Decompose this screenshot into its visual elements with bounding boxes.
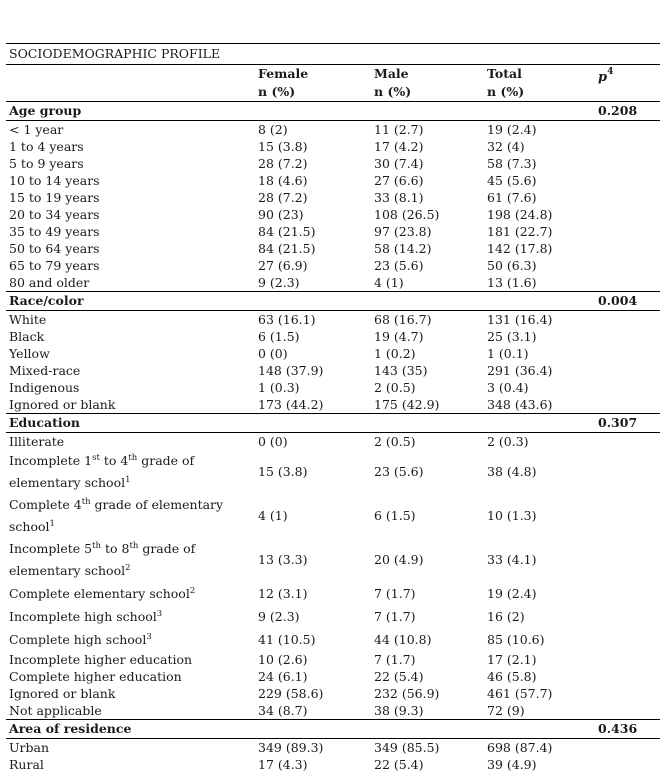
table-row: [6, 605, 660, 628]
male-value: 38 (9.3): [374, 703, 424, 718]
row-label: Complete elementary school$^2$: [9, 585, 196, 601]
female-value: 41 (10.5): [258, 632, 316, 647]
female-value: 8 (2): [258, 122, 288, 137]
section-area-of-residence: [6, 720, 660, 738]
male-value: 11 (2.7): [374, 122, 424, 137]
row-label: White: [9, 312, 47, 327]
table-row: [6, 155, 660, 172]
table-row: [6, 739, 660, 756]
table-row: [6, 138, 660, 155]
female-value: 1 (0.3): [258, 380, 300, 395]
total-value: 2 (0.3): [487, 434, 529, 449]
female-value: 13 (3.3): [258, 552, 308, 567]
row-label: 15 to 19 years: [9, 190, 100, 205]
female-value: 173 (44.2): [258, 397, 324, 412]
total-value: 1 (0.1): [487, 346, 529, 361]
male-value: 2 (0.5): [374, 380, 416, 395]
male-value: 97 (23.8): [374, 224, 432, 239]
table-row: [6, 756, 660, 773]
table-row: [6, 311, 660, 328]
row-label: 35 to 49 years: [9, 224, 100, 239]
col-male-unit: n (%): [374, 84, 412, 99]
table-row: [6, 702, 660, 719]
row-label: Ignored or blank: [9, 686, 116, 701]
female-value: 9 (2.3): [258, 609, 300, 624]
male-value: 7 (1.7): [374, 609, 416, 624]
section-race-color: [6, 292, 660, 310]
total-value: 19 (2.4): [487, 586, 537, 601]
section-age-group: [6, 102, 660, 120]
education-rows: [6, 433, 660, 719]
table-title: SOCIODEMOGRAPHIC PROFILE: [9, 46, 221, 61]
total-value: 39 (4.9): [487, 757, 537, 772]
age-group-rows: [6, 121, 660, 291]
female-value: 12 (3.1): [258, 586, 308, 601]
row-label: Not applicable: [9, 703, 102, 718]
table-row: [6, 172, 660, 189]
male-value: 4 (1): [374, 275, 404, 290]
table-row: [6, 274, 660, 291]
female-value: 6 (1.5): [258, 329, 300, 344]
female-value: 15 (3.8): [258, 464, 308, 479]
col-female-unit: n (%): [258, 84, 296, 99]
female-value: 229 (58.6): [258, 686, 324, 701]
male-value: 17 (4.2): [374, 139, 424, 154]
female-value: 0 (0): [258, 346, 288, 361]
male-value: 27 (6.6): [374, 173, 424, 188]
table-row: [6, 494, 660, 538]
male-value: 22 (5.4): [374, 757, 424, 772]
row-label: Ignored or blank: [9, 397, 116, 412]
table-row: [6, 345, 660, 362]
row-label: Black: [9, 329, 45, 344]
male-value: 30 (7.4): [374, 156, 424, 171]
male-value: 1 (0.2): [374, 346, 416, 361]
female-value: 24 (6.1): [258, 669, 308, 684]
table-row: [6, 651, 660, 668]
female-value: 148 (37.9): [258, 363, 324, 378]
female-value: 15 (3.8): [258, 139, 308, 154]
area-of-residence-rows: [6, 739, 660, 773]
male-value: 143 (35): [374, 363, 428, 378]
total-value: 131 (16.4): [487, 312, 553, 327]
row-label: 20 to 34 years: [9, 207, 100, 222]
total-value: 13 (1.6): [487, 275, 537, 290]
female-value: 90 (23): [258, 207, 304, 222]
col-total-unit: n (%): [487, 84, 525, 99]
total-value: 32 (4): [487, 139, 525, 154]
total-value: 45 (5.6): [487, 173, 537, 188]
row-label: 50 to 64 years: [9, 241, 100, 256]
female-value: 84 (21.5): [258, 224, 316, 239]
total-value: 16 (2): [487, 609, 525, 624]
female-value: 27 (6.9): [258, 258, 308, 273]
row-label: Urban: [9, 740, 50, 755]
male-value: 7 (1.7): [374, 652, 416, 667]
male-value: 175 (42.9): [374, 397, 440, 412]
female-value: 349 (89.3): [258, 740, 324, 755]
female-value: 28 (7.2): [258, 190, 308, 205]
male-value: 6 (1.5): [374, 508, 416, 523]
col-p-value: $p^4$: [598, 66, 614, 85]
section-education: [6, 414, 660, 432]
total-value: 25 (3.1): [487, 329, 537, 344]
table-row: [6, 685, 660, 702]
column-subheader-row: [6, 83, 660, 101]
total-value: 58 (7.3): [487, 156, 537, 171]
male-value: 19 (4.7): [374, 329, 424, 344]
table-row: [6, 223, 660, 240]
row-label: Complete higher education: [9, 669, 182, 684]
total-value: 698 (87.4): [487, 740, 553, 755]
row-label: Incomplete 5th to 8th grade of elementary school$^2$: [9, 540, 196, 578]
section-label: Race/color: [9, 293, 84, 308]
total-value: 38 (4.8): [487, 464, 537, 479]
row-label: Complete high school$^3$: [9, 631, 152, 647]
female-value: 63 (16.1): [258, 312, 316, 327]
row-label: Rural: [9, 757, 44, 772]
female-value: 84 (21.5): [258, 241, 316, 256]
male-value: 22 (5.4): [374, 669, 424, 684]
total-value: 198 (24.8): [487, 207, 553, 222]
female-value: 28 (7.2): [258, 156, 308, 171]
column-header-row: [6, 65, 660, 83]
table-row: [6, 538, 660, 582]
table-row: [6, 362, 660, 379]
row-label: Incomplete higher education: [9, 652, 193, 667]
row-label: 5 to 9 years: [9, 156, 84, 171]
row-label: Mixed-race: [9, 363, 81, 378]
table-row: [6, 433, 660, 450]
table-row: [6, 206, 660, 223]
total-value: 61 (7.6): [487, 190, 537, 205]
total-value: 291 (36.4): [487, 363, 553, 378]
table-row: [6, 328, 660, 345]
row-label: 65 to 79 years: [9, 258, 100, 273]
table-row: [6, 189, 660, 206]
female-value: 17 (4.3): [258, 757, 308, 772]
male-value: 108 (26.5): [374, 207, 440, 222]
row-label: 1 to 4 years: [9, 139, 84, 154]
total-value: 50 (6.3): [487, 258, 537, 273]
total-value: 181 (22.7): [487, 224, 553, 239]
male-value: 2 (0.5): [374, 434, 416, 449]
section-label: Area of residence: [9, 721, 132, 736]
total-value: 46 (5.8): [487, 669, 537, 684]
female-value: 9 (2.3): [258, 275, 300, 290]
female-value: 10 (2.6): [258, 652, 308, 667]
male-value: 23 (5.6): [374, 258, 424, 273]
table-row: [6, 257, 660, 274]
section-label: Education: [9, 415, 81, 430]
male-value: 33 (8.1): [374, 190, 424, 205]
row-label: Incomplete high school$^3$: [9, 608, 163, 624]
total-value: 461 (57.7): [487, 686, 553, 701]
male-value: 44 (10.8): [374, 632, 432, 647]
total-value: 33 (4.1): [487, 552, 537, 567]
section-p-value: 0.004: [598, 293, 638, 308]
row-label: Incomplete 1st to 4th grade of elementary school$^1$: [9, 452, 195, 490]
male-value: 23 (5.6): [374, 464, 424, 479]
total-value: 19 (2.4): [487, 122, 537, 137]
row-label: Illiterate: [9, 434, 65, 449]
table-row: [6, 628, 660, 651]
male-value: 58 (14.2): [374, 241, 432, 256]
table-row: [6, 396, 660, 413]
total-value: 348 (43.6): [487, 397, 553, 412]
table-title-row: [6, 44, 660, 64]
total-value: 3 (0.4): [487, 380, 529, 395]
male-value: 232 (56.9): [374, 686, 440, 701]
row-label: 80 and older: [9, 275, 90, 290]
section-p-value: 0.307: [598, 415, 638, 430]
total-value: 10 (1.3): [487, 508, 537, 523]
table-row: [6, 240, 660, 257]
table-row: [6, 121, 660, 138]
total-value: 17 (2.1): [487, 652, 537, 667]
table-row: [6, 668, 660, 685]
race-color-rows: [6, 311, 660, 413]
total-value: 142 (17.8): [487, 241, 553, 256]
section-p-value: 0.208: [598, 103, 638, 118]
female-value: 0 (0): [258, 434, 288, 449]
female-value: 34 (8.7): [258, 703, 308, 718]
table-row: [6, 450, 660, 494]
male-value: 7 (1.7): [374, 586, 416, 601]
row-label: 10 to 14 years: [9, 173, 100, 188]
section-label: Age group: [9, 103, 82, 118]
row-label: Yellow: [9, 346, 50, 361]
row-label: Complete 4th grade of elementary school$^1$: [9, 496, 224, 534]
female-value: 4 (1): [258, 508, 288, 523]
male-value: 68 (16.7): [374, 312, 432, 327]
table-row: [6, 582, 660, 605]
row-label: < 1 year: [9, 122, 64, 137]
total-value: 85 (10.6): [487, 632, 545, 647]
male-value: 349 (85.5): [374, 740, 440, 755]
col-total: Total: [487, 66, 522, 81]
section-p-value: 0.436: [598, 721, 638, 736]
col-female: Female: [258, 66, 309, 81]
sociodemographic-table: [6, 43, 660, 773]
row-label: Indigenous: [9, 380, 80, 395]
female-value: 18 (4.6): [258, 173, 308, 188]
male-value: 20 (4.9): [374, 552, 424, 567]
total-value: 72 (9): [487, 703, 525, 718]
table-row: [6, 379, 660, 396]
col-male: Male: [374, 66, 409, 81]
